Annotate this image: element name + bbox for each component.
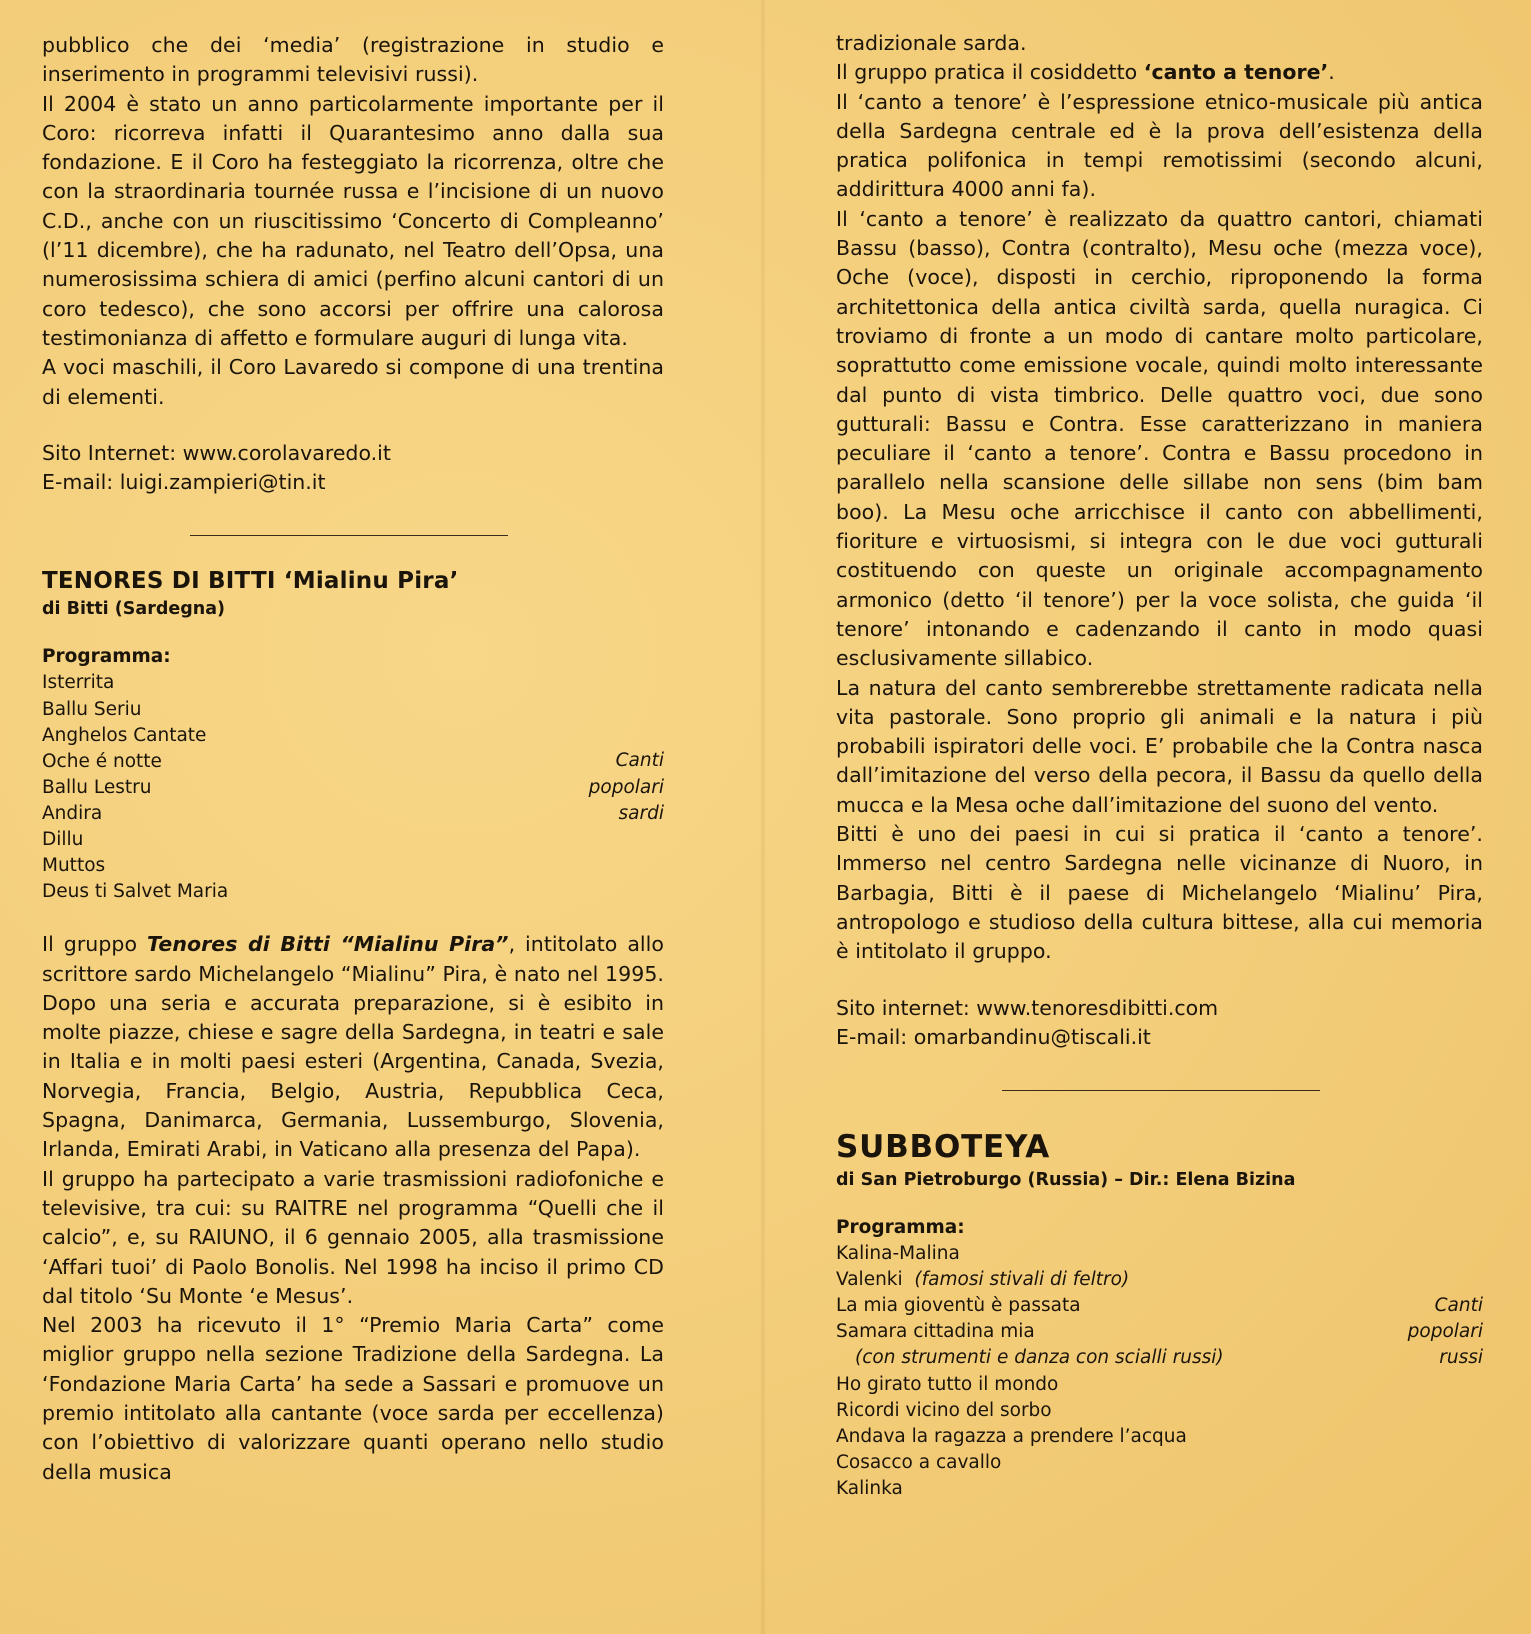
description-paragraph-2: Il gruppo ha partecipato a varie trasmissioni radiofoniche e televisive, tra cui: su RAITRE nel programma “Quelli che il calcio”, e, su RAIUNO, il 6 gennaio 2005, alla trasmissione ‘Affari tuoi’ di Paolo Bonolis. Nel 1998 ha inciso il primo CD dal titolo ‘Su Monte ‘e Mesus’.	[42, 1166, 664, 1308]
email-line: E-mail: omarbandinu@tiscali.it	[836, 1024, 1151, 1049]
ensemble-subtitle: di San Pietroburgo (Russia) – Dir.: Elena Bizina	[836, 1170, 1296, 1191]
program-label: Programma:	[42, 646, 171, 668]
note-line: Canti	[1434, 1295, 1483, 1317]
program-item: Ricordi vicino del sorbo	[836, 1399, 1052, 1421]
description-paragraph-b: Il ‘canto a tenore’ è realizzato da quattro cantori, chiamati Bassu (basso), Contra (contralto), Mesu oche (mezza voce), Oche (voce), disposti in cerchio, riproponendo la forma architettonica della antica civiltà sarda, quella nuragica. Ci troviamo di fronte a un modo di cantare molto particolare, soprattutto come emissione vocale, quindi molto interessante dal punto di vista timbrico. Delle quattro voci, due sono gutturali: Bassu e Contra. Esse caratterizzano in maniera peculiare il ‘canto a tenore’. Contra e Bassu procedono in parallelo nella scansione delle sillabe non sens (bim bam boo). La Mesu oche arricchisce il canto con abbellimenti, fioriture e virtuosismi, si integra con le due voci gutturali costituendo con queste un originale accompagnamento armonico (detto ‘il tenore’) per la voce solista, che guida ‘il tenore’ intonando e cadenzando il canto in modo quasi esclusivamente sillabico.	[836, 206, 1483, 671]
group-name-emphasis: Tenores di Bitti “Mialinu Pira”	[147, 932, 509, 957]
program-genre-note	[589, 748, 664, 826]
canto-intro-line	[836, 58, 1483, 87]
note-line: Canti	[615, 750, 664, 772]
note-line: russi	[1439, 1347, 1483, 1369]
item-title: Valenki	[836, 1269, 903, 1291]
ensemble-title: SUBBOTEYA	[836, 1129, 1051, 1166]
text-run: Il gruppo pratica il cosiddetto	[836, 60, 1144, 85]
program-item-note-line	[836, 1345, 1483, 1371]
description-paragraph-a: Il ‘canto a tenore’ è l’espressione etnico-musicale più antica della Sardegna centrale ed è la prova dell’esistenza della pratica polifonica in tempi remotissimi (secondo alcuni, addirittura 4000 anni fa).	[836, 89, 1483, 202]
item-note: (con strumenti e danza con scialli russi)	[855, 1347, 1224, 1369]
program-genre-note	[1408, 1293, 1483, 1371]
text-run: .	[1328, 60, 1335, 85]
website-line: Sito internet: www.tenoresdibitti.com	[836, 995, 1219, 1020]
note-line: popolari	[588, 776, 664, 798]
intro-paragraph-3: A voci maschili, il Coro Lavaredo si compone di una trentina di elementi.	[42, 355, 664, 409]
program-list	[42, 670, 664, 905]
email-line: E-mail: luigi.zampieri@tin.it	[42, 470, 326, 495]
program-label: Programma:	[836, 1217, 965, 1239]
left-column	[42, 0, 664, 1487]
program-item: Anghelos Cantate	[42, 724, 207, 746]
description-paragraph-c: La natura del canto sembrerebbe strettamente radicata nella vita pastorale. Sono proprio gli animali e la natura i più probabili ispiratori delle voci. E’ probabile che la Contra nasca dall’imitazione del verso della pecora, il Bassu da quello della mucca e la Mesa oche dall’imitazione del suono del vento.	[836, 675, 1483, 817]
program-item: Kalina-Malina	[836, 1243, 960, 1265]
program-item: Andira	[42, 802, 103, 824]
program-item: Deus ti Salvet Maria	[42, 881, 229, 903]
program-item: Samara cittadina mia	[836, 1321, 1035, 1343]
item-note: (famosi stivali di feltro)	[914, 1269, 1130, 1291]
website-line: Sito Internet: www.corolavaredo.it	[42, 440, 391, 465]
program-item: Oche é notte	[42, 750, 162, 772]
note-line: popolari	[1407, 1321, 1483, 1343]
program-item: Dillu	[42, 829, 84, 851]
right-column	[836, 0, 1483, 1502]
ensemble-subtitle: di Bitti (Sardegna)	[42, 599, 226, 620]
note-line: sardi	[618, 802, 664, 824]
description-paragraph-d: Bitti è uno dei paesi in cui si pratica il ‘canto a tenore’. Immerso nel centro Sardegna nelle vicinanze di Nuoro, in Barbagia, Bitti è il paese di Michelangelo ‘Mialinu’ Pira, antropologo e studioso della cultura bittese, alla cui memoria è intitolato il gruppo.	[836, 822, 1483, 964]
program-item: Cosacco a cavallo	[836, 1451, 1002, 1473]
program-list	[836, 1241, 1483, 1502]
intro-paragraph-1: pubblico che dei ‘media’ (registrazione in studio e inserimento in programmi televisivi russi).	[42, 33, 664, 87]
continued-line: tradizionale sarda.	[836, 31, 1027, 55]
description-paragraph-1	[42, 930, 664, 1164]
program-item: Isterrita	[42, 672, 115, 694]
canto-emphasis: ‘canto a tenore’	[1143, 60, 1329, 85]
program-item	[836, 1267, 1483, 1293]
page-fold	[760, 0, 766, 1634]
program-item: La mia gioventù è passata	[836, 1295, 1081, 1317]
ensemble-title: TENORES DI BITTI ‘Mialinu Pira’	[42, 568, 459, 595]
program-item: Ballu Lestru	[42, 776, 152, 798]
program-item: Andava la ragazza a prendere l’acqua	[836, 1425, 1187, 1447]
program-item: Muttos	[42, 855, 106, 877]
text-run: , intitolato allo scrittore sardo Michelangelo “Mialinu” Pira, è nato nel 1995. Dopo una seria e accurata preparazione, si è esibito in molte piazze, chiese e sagre della Sardegna, in teatri e sale in Italia e in molti paesi esteri (Argentina, Canada, Svezia, Norvegia, Francia, Belgio, Austria, Repubblica Ceca, Spagna, Danimarca, Germania, Lussemburgo, Slovenia, Irlanda, Emirati Arabi, in Vaticano alla presenza del Papa).	[42, 932, 665, 1162]
text-run: Il gruppo	[42, 932, 147, 957]
description-paragraph-3: Nel 2003 ha ricevuto il 1° “Premio Maria Carta” come miglior gruppo nella sezione Tradizione della Sardegna. La ‘Fondazione Maria Carta’ ha sede a Sassari e promuove un premio intitolato alla cantante (voce sarda per eccellenza) con l’obiettivo di valorizzare quanti operano nello studio della musica	[42, 1313, 664, 1484]
intro-paragraph-2: Il 2004 è stato un anno particolarmente importante per il Coro: ricorreva infatti il Quarantesimo anno dalla sua fondazione. E il Coro ha festeggiato la ricorrenza, oltre che con la straordinaria tournée russa e l’incisione di un nuovo C.D., anche con un riuscitissimo ‘Concerto di Compleanno’ (l’11 dicembre), che ha radunato, nel Teatro dell’Opsa, una numerosissima schiera di amici (perfino alcuni cantori di un coro tedesco), che sono accorsi per offrire una calorosa testimonianza di affetto e formulare auguri di lunga vita.	[42, 91, 664, 350]
program-item: Ho girato tutto il mondo	[836, 1373, 1059, 1395]
program-item: Ballu Seriu	[42, 698, 142, 720]
program-item: Kalinka	[836, 1477, 903, 1499]
